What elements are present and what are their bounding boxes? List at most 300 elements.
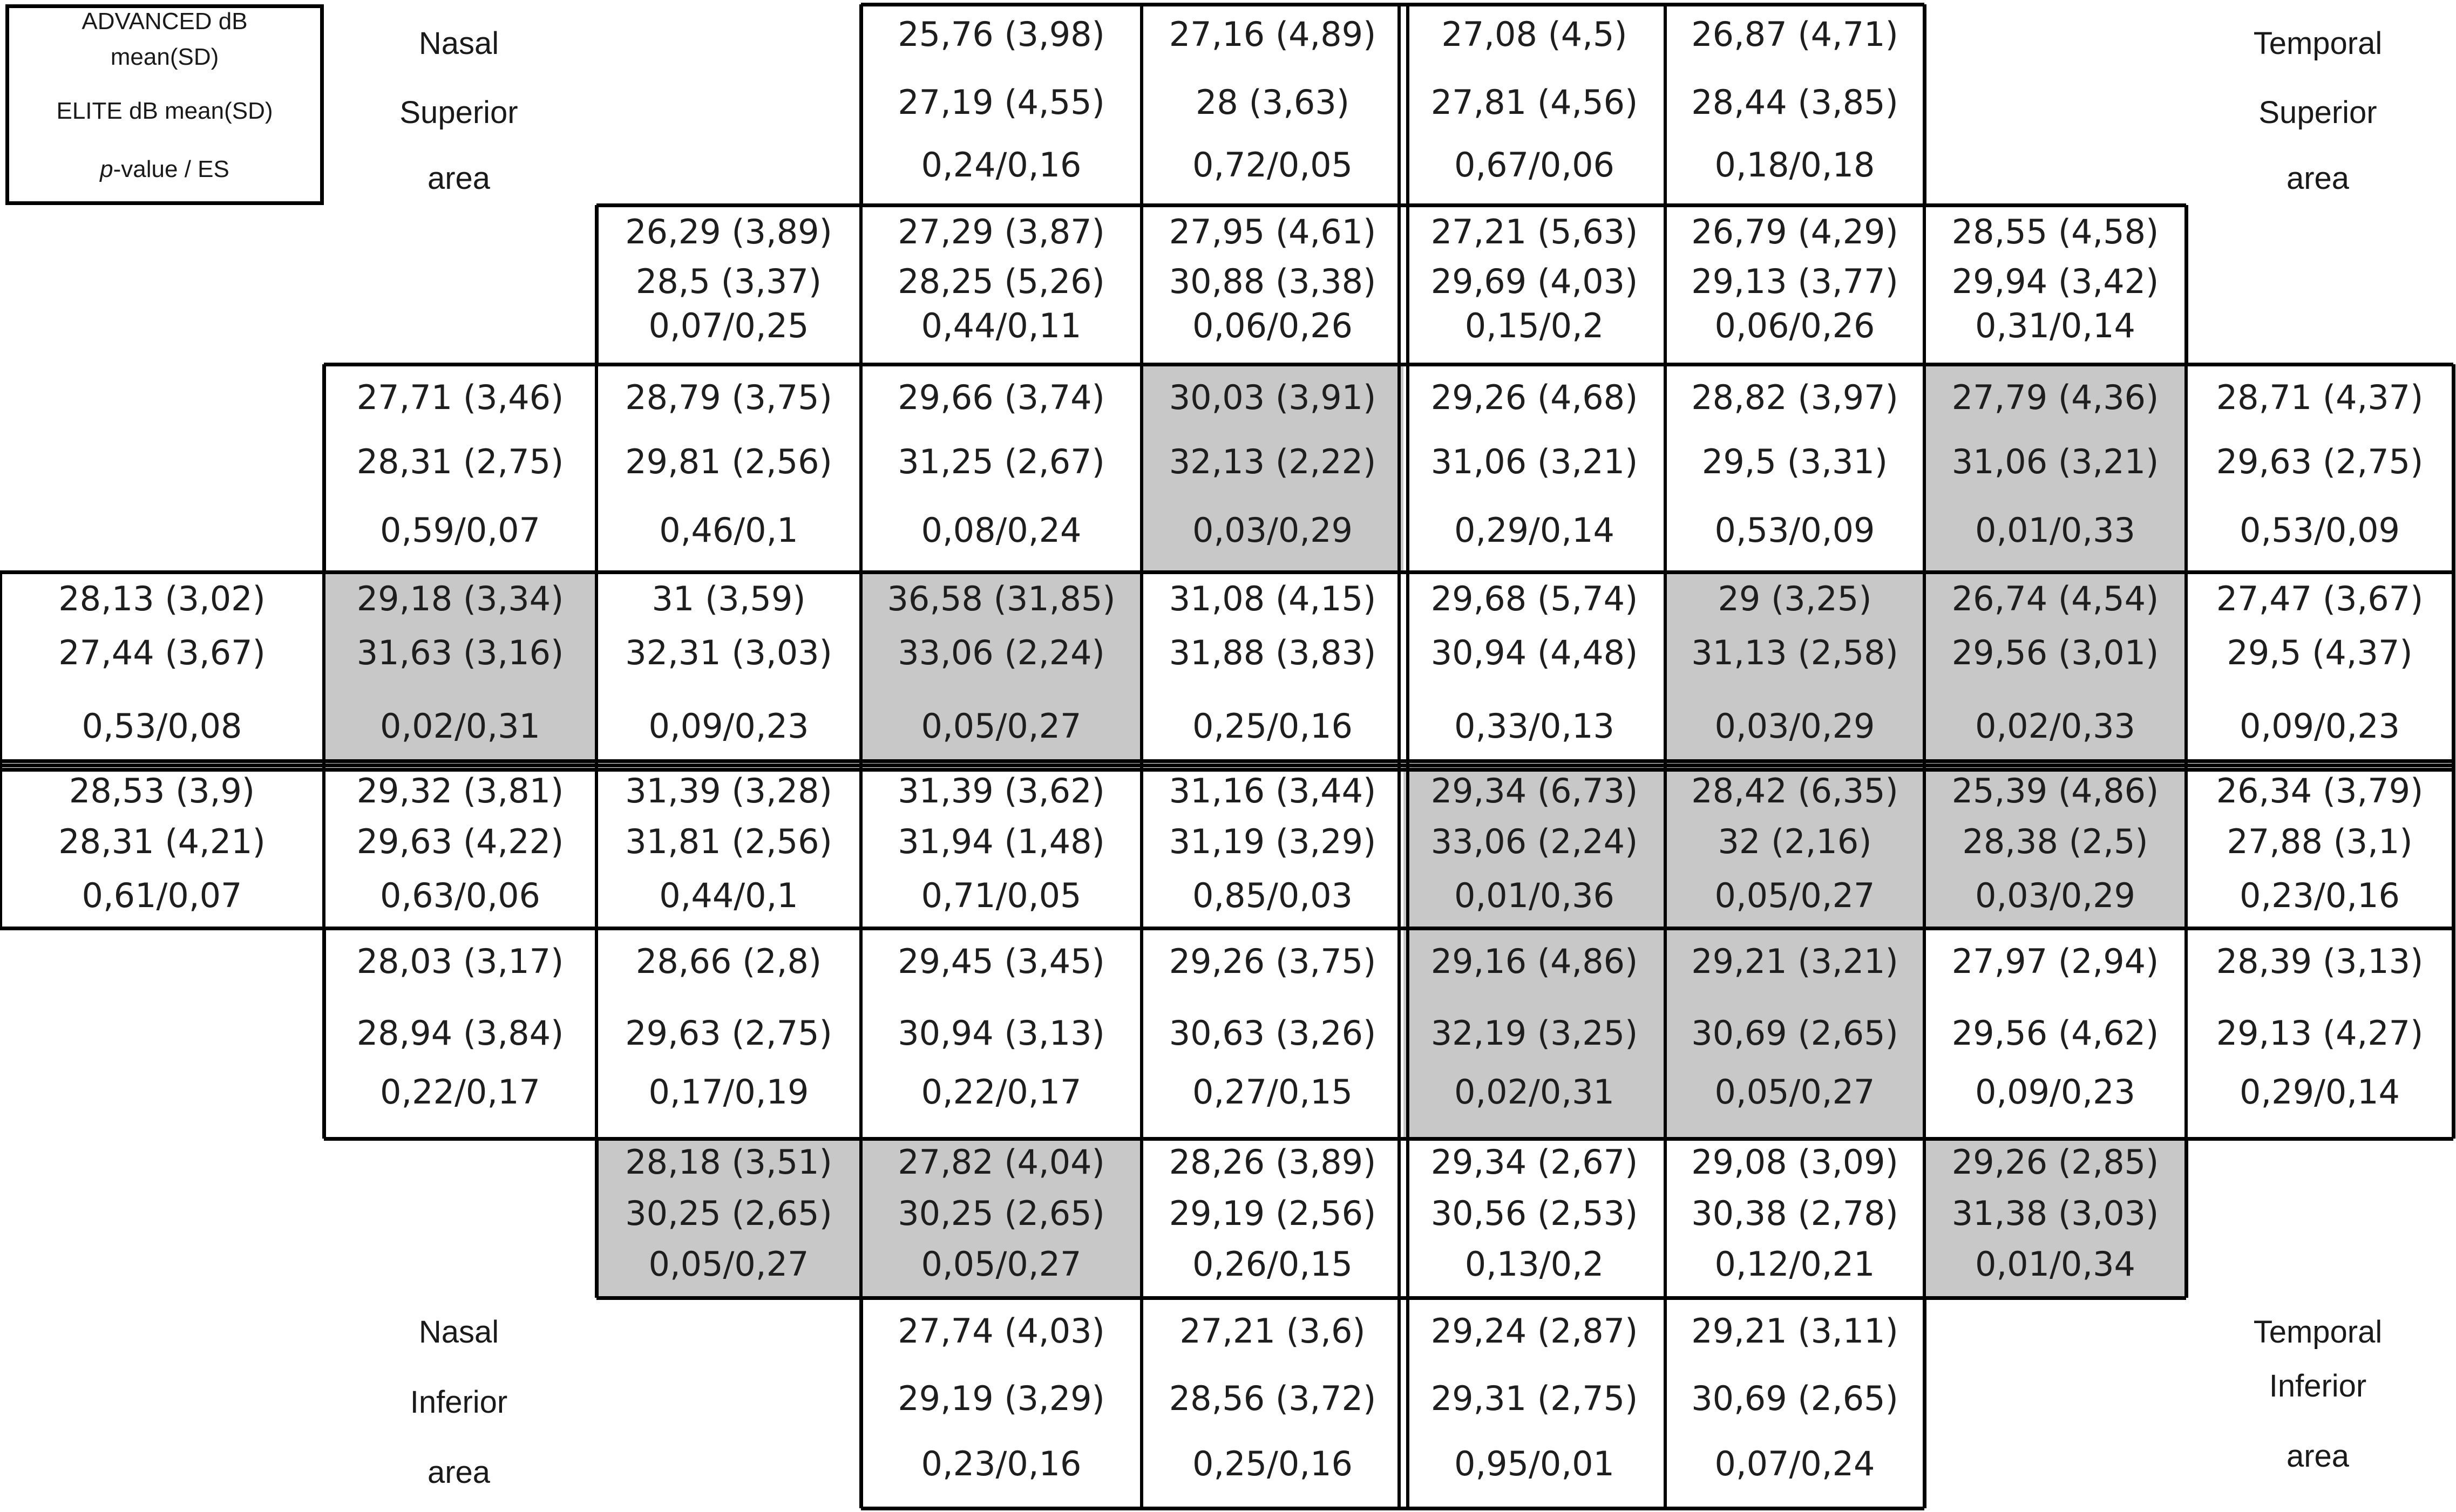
elite-value: 27,44 (3,67) <box>58 633 266 672</box>
elite-value: 29,63 (4,22) <box>356 822 564 861</box>
grid-cell <box>861 572 1142 765</box>
elite-value: 32,13 (2,22) <box>1169 442 1376 481</box>
elite-value: 29,19 (2,56) <box>1169 1194 1376 1233</box>
pvalue-es: 0,05/0,27 <box>921 1244 1082 1284</box>
grid-line <box>1406 572 1409 765</box>
pvalue-es: 0,44/0,11 <box>921 306 1082 345</box>
elite-value: 31,81 (2,56) <box>625 822 832 861</box>
grid-line <box>322 364 326 572</box>
pvalue-es: 0,53/0,09 <box>2240 510 2400 550</box>
elite-value: 28,56 (3,72) <box>1169 1379 1376 1418</box>
pvalue-es: 0,06/0,26 <box>1192 306 1353 345</box>
grid-line <box>1406 364 1409 572</box>
advanced-value: 29,21 (3,11) <box>1691 1311 1898 1351</box>
grid-line <box>0 768 2453 772</box>
legend-pvalue-rest: -value / ES <box>113 156 229 182</box>
grid-cell <box>861 1139 1142 1298</box>
grid-line <box>1140 572 1143 765</box>
grid-line <box>2184 1139 2188 1298</box>
grid-line <box>324 927 2453 930</box>
advanced-value: 29,24 (2,87) <box>1430 1311 1638 1351</box>
grid-line <box>1397 1139 1401 1298</box>
elite-value: 31,13 (2,58) <box>1691 633 1898 672</box>
grid-line <box>1923 364 1926 572</box>
advanced-value: 29,66 (3,74) <box>898 378 1105 417</box>
pvalue-es: 0,08/0,24 <box>921 510 1082 550</box>
elite-value: 31,06 (3,21) <box>1951 442 2159 481</box>
pvalue-es: 0,05/0,27 <box>648 1244 809 1284</box>
grid-line <box>1140 1139 1143 1298</box>
grid-line <box>1140 205 1143 364</box>
elite-value: 29,56 (3,01) <box>1951 633 2159 672</box>
grid-cell <box>861 765 1142 928</box>
elite-value: 27,88 (3,1) <box>2227 822 2413 861</box>
grid-line <box>1664 4 1667 205</box>
grid-cell <box>596 364 861 572</box>
grid-line <box>1140 364 1143 572</box>
grid-line <box>861 1507 1924 1510</box>
advanced-value: 28,03 (3,17) <box>356 942 564 981</box>
elite-value: 28,94 (3,84) <box>356 1013 564 1053</box>
grid-cell <box>1142 1298 1403 1508</box>
grid-line <box>595 205 599 364</box>
advanced-value: 36,58 (31,85) <box>887 579 1116 618</box>
advanced-value: 27,21 (5,63) <box>1430 212 1638 251</box>
nasal-inferior-label-3: area <box>427 1455 491 1490</box>
advanced-value: 27,29 (3,87) <box>898 212 1105 251</box>
advanced-value: 27,08 (4,5) <box>1441 15 1627 54</box>
grid-line <box>861 3 1924 6</box>
grid-cell <box>1142 205 1403 364</box>
grid-cell <box>1665 572 1924 765</box>
grid-line <box>1923 928 1926 1139</box>
advanced-value: 25,39 (4,86) <box>1951 771 2159 811</box>
grid-line <box>324 363 2453 366</box>
pvalue-es: 0,25/0,16 <box>1192 1444 1353 1483</box>
temporal-superior-label-1: Temporal <box>2253 26 2383 61</box>
grid-cell <box>1665 364 1924 572</box>
grid-line <box>1397 4 1401 205</box>
grid-line <box>1140 928 1143 1139</box>
grid-cell <box>1403 572 1665 765</box>
elite-value: 31,25 (2,67) <box>898 442 1105 481</box>
grid-cell <box>2186 572 2453 765</box>
advanced-value: 26,79 (4,29) <box>1691 212 1898 251</box>
elite-value: 29,5 (3,31) <box>1701 442 1888 481</box>
advanced-value: 26,87 (4,71) <box>1691 15 1898 54</box>
grid-line <box>1397 928 1401 1139</box>
nasal-superior-label-3: area <box>427 161 491 196</box>
grid-cell <box>324 572 596 765</box>
elite-value: 31,19 (3,29) <box>1169 822 1376 861</box>
pvalue-es: 0,09/0,23 <box>648 706 809 746</box>
elite-value: 33,06 (2,24) <box>1430 822 1638 861</box>
grid-cell <box>2186 364 2453 572</box>
elite-value: 27,19 (4,55) <box>898 83 1105 122</box>
elite-value: 28,5 (3,37) <box>635 262 822 301</box>
advanced-value: 31,39 (3,62) <box>898 771 1105 811</box>
advanced-value: 26,34 (3,79) <box>2216 771 2424 811</box>
pvalue-es: 0,07/0,25 <box>648 306 809 345</box>
grid-line <box>2184 572 2188 765</box>
grid-line <box>2184 205 2188 364</box>
temporal-inferior-label-1: Temporal <box>2253 1315 2383 1350</box>
grid-line <box>595 1139 599 1298</box>
grid-cell <box>596 928 861 1139</box>
pvalue-es: 0,05/0,27 <box>1714 876 1875 915</box>
elite-value: 31,63 (3,16) <box>356 633 564 672</box>
grid-line <box>1923 1139 1926 1298</box>
advanced-value: 28,53 (3,9) <box>69 771 255 811</box>
grid-cell <box>861 928 1142 1139</box>
grid-cell <box>596 205 861 364</box>
pvalue-es: 0,05/0,27 <box>921 706 1082 746</box>
advanced-value: 29,16 (4,86) <box>1430 942 1638 981</box>
pvalue-es: 0,02/0,33 <box>1975 706 2135 746</box>
elite-value: 30,63 (3,26) <box>1169 1013 1376 1053</box>
grid-line <box>2452 572 2455 765</box>
elite-value: 29,81 (2,56) <box>625 442 832 481</box>
pvalue-es: 0,53/0,08 <box>82 706 242 746</box>
grid-line <box>1140 765 1143 928</box>
pvalue-es: 0,61/0,07 <box>82 876 242 915</box>
pvalue-es: 0,05/0,27 <box>1714 1072 1875 1112</box>
elite-value: 33,06 (2,24) <box>898 633 1105 672</box>
grid-cell <box>324 928 596 1139</box>
advanced-value: 28,71 (4,37) <box>2216 378 2424 417</box>
grid-cell <box>861 4 1142 205</box>
grid-cell <box>1142 364 1403 572</box>
elite-value: 28 (3,63) <box>1195 83 1350 122</box>
advanced-value: 28,42 (6,35) <box>1691 771 1898 811</box>
legend-pvalue <box>11 158 318 181</box>
elite-value: 30,38 (2,78) <box>1691 1194 1898 1233</box>
nasal-inferior-label-2: Inferior <box>410 1385 508 1420</box>
advanced-value: 29,26 (3,75) <box>1169 942 1376 981</box>
advanced-value: 27,79 (4,36) <box>1951 378 2159 417</box>
grid-line <box>0 570 2453 574</box>
grid-line <box>1664 364 1667 572</box>
advanced-value: 28,13 (3,02) <box>58 579 266 618</box>
grid-cell <box>1403 205 1665 364</box>
pvalue-es: 0,18/0,18 <box>1714 145 1875 185</box>
grid-line <box>859 1139 863 1298</box>
pvalue-es: 0,26/0,15 <box>1192 1244 1353 1284</box>
grid-cell <box>2186 928 2453 1139</box>
elite-value: 28,25 (5,26) <box>898 262 1105 301</box>
grid-cell <box>0 572 324 765</box>
advanced-value: 26,74 (4,54) <box>1951 579 2159 618</box>
grid-line <box>0 572 2 765</box>
grid-cell <box>2186 765 2453 928</box>
elite-value: 31,38 (3,03) <box>1951 1194 2159 1233</box>
grid-cell <box>1924 205 2186 364</box>
temporal-inferior-label-3: area <box>2286 1439 2350 1474</box>
elite-value: 29,31 (2,75) <box>1430 1379 1638 1418</box>
elite-value: 29,19 (3,29) <box>898 1379 1105 1418</box>
pvalue-es: 0,22/0,17 <box>921 1072 1082 1112</box>
advanced-value: 31,16 (3,44) <box>1169 771 1376 811</box>
grid-line <box>2452 765 2455 928</box>
grid-cell <box>1665 1298 1924 1508</box>
elite-value: 29,63 (2,75) <box>2216 442 2424 481</box>
pvalue-es: 0,63/0,06 <box>380 876 540 915</box>
advanced-value: 26,29 (3,89) <box>625 212 832 251</box>
grid-cell <box>0 765 324 928</box>
grid-cell <box>1665 928 1924 1139</box>
advanced-value: 28,66 (2,8) <box>635 942 822 981</box>
grid-line <box>595 572 598 765</box>
grid-line <box>1923 1298 1926 1508</box>
elite-value: 28,44 (3,85) <box>1691 83 1898 122</box>
pvalue-es: 0,59/0,07 <box>380 510 540 550</box>
pvalue-es: 0,44/0,1 <box>659 876 798 915</box>
advanced-value: 27,74 (4,03) <box>898 1311 1105 1351</box>
grid-line <box>0 765 2 928</box>
advanced-value: 27,71 (3,46) <box>356 378 564 417</box>
elite-value: 28,31 (4,21) <box>58 822 266 861</box>
grid-line <box>1397 765 1401 928</box>
grid-line <box>859 205 863 364</box>
grid-line <box>1923 205 1926 364</box>
elite-value: 32,31 (3,03) <box>625 633 832 672</box>
grid-line <box>322 572 325 765</box>
pvalue-es: 0,27/0,15 <box>1192 1072 1353 1112</box>
grid-line <box>1406 205 1409 364</box>
grid-line <box>2184 364 2188 572</box>
grid-line <box>596 1137 2186 1141</box>
grid-line <box>1406 765 1409 928</box>
grid-cell <box>324 765 596 928</box>
pvalue-es: 0,71/0,05 <box>921 876 1082 915</box>
grid-line <box>2184 928 2188 1139</box>
advanced-value: 29,26 (2,85) <box>1951 1142 2159 1182</box>
grid-line <box>595 364 598 572</box>
pvalue-es: 0,29/0,14 <box>2240 1072 2400 1112</box>
elite-value: 30,88 (3,38) <box>1169 262 1376 301</box>
pvalue-es: 0,53/0,09 <box>1714 510 1875 550</box>
elite-value: 29,13 (4,27) <box>2216 1013 2424 1053</box>
elite-value: 30,56 (2,53) <box>1430 1194 1638 1233</box>
grid-line <box>595 928 598 1139</box>
grid-cell <box>1403 928 1665 1139</box>
advanced-value: 29,68 (5,74) <box>1430 579 1638 618</box>
grid-line <box>861 1296 1924 1300</box>
pvalue-es: 0,01/0,36 <box>1454 876 1614 915</box>
pvalue-es: 0,01/0,33 <box>1975 510 2135 550</box>
elite-value: 29,13 (3,77) <box>1691 262 1898 301</box>
grid-line <box>595 765 598 928</box>
elite-value: 29,56 (4,62) <box>1951 1013 2159 1053</box>
grid-line <box>2184 765 2188 928</box>
grid-line <box>1397 205 1401 364</box>
elite-value: 30,69 (2,65) <box>1691 1379 1898 1418</box>
nasal-superior-label-2: Superior <box>399 95 518 130</box>
legend-advanced-line2: mean(SD) <box>110 44 219 70</box>
grid-line <box>859 1298 863 1508</box>
pvalue-es: 0,85/0,03 <box>1192 876 1353 915</box>
grid-cell <box>324 364 596 572</box>
grid-line <box>859 765 863 928</box>
pvalue-es: 0,95/0,01 <box>1454 1444 1614 1483</box>
advanced-value: 31 (3,59) <box>652 579 806 618</box>
advanced-value: 29,08 (3,09) <box>1691 1142 1898 1182</box>
advanced-value: 28,82 (3,97) <box>1691 378 1898 417</box>
grid-cell <box>1142 4 1403 205</box>
grid-line <box>322 928 326 1139</box>
advanced-value: 31,08 (4,15) <box>1169 579 1376 618</box>
grid-cell <box>1403 364 1665 572</box>
grid-cell <box>1924 364 2186 572</box>
legend-advanced-line1: ADVANCED dB <box>82 8 248 35</box>
grid-line <box>2452 928 2455 1139</box>
pvalue-es: 0,33/0,13 <box>1454 706 1614 746</box>
pvalue-es: 0,13/0,2 <box>1464 1244 1604 1284</box>
pvalue-es: 0,67/0,06 <box>1454 145 1614 185</box>
grid-cell <box>861 1298 1142 1508</box>
elite-value: 31,94 (1,48) <box>898 822 1105 861</box>
grid-cell <box>1665 1139 1924 1298</box>
grid-line <box>859 928 863 1139</box>
advanced-value: 30,03 (3,91) <box>1169 378 1376 417</box>
grid-line <box>1664 765 1667 928</box>
grid-line <box>1923 572 1926 765</box>
grid-line <box>1140 1298 1143 1508</box>
grid-line <box>1664 205 1667 364</box>
grid-cell <box>1142 572 1403 765</box>
temporal-inferior-label-2: Inferior <box>2269 1368 2367 1404</box>
grid-line <box>859 572 863 765</box>
advanced-value: 29,34 (6,73) <box>1430 771 1638 811</box>
pvalue-es: 0,01/0,34 <box>1975 1244 2135 1284</box>
advanced-value: 27,21 (3,6) <box>1179 1311 1366 1351</box>
grid-line <box>1923 4 1926 205</box>
legend-pvalue-italic: p <box>100 156 113 182</box>
grid-line <box>1397 364 1401 572</box>
elite-value: 30,94 (3,13) <box>898 1013 1105 1053</box>
grid-line <box>1664 1298 1667 1508</box>
grid-cell <box>1924 1139 2186 1298</box>
grid-cell <box>1403 765 1665 928</box>
grid-cell <box>861 205 1142 364</box>
elite-value: 32 (2,16) <box>1718 822 1872 861</box>
nasal-superior-label-1: Nasal <box>418 26 499 61</box>
grid-line <box>1664 928 1667 1139</box>
grid-cell <box>861 364 1142 572</box>
grid-cell <box>1403 1139 1665 1298</box>
elite-value: 29,63 (2,75) <box>625 1013 832 1053</box>
grid-line <box>859 364 863 572</box>
pvalue-es: 0,17/0,19 <box>648 1072 809 1112</box>
grid-line <box>1397 572 1401 765</box>
advanced-value: 28,55 (4,58) <box>1951 212 2159 251</box>
advanced-value: 28,39 (3,13) <box>2216 942 2424 981</box>
elite-value: 30,25 (2,65) <box>625 1194 832 1233</box>
grid-cell <box>1924 765 2186 928</box>
pvalue-es: 0,03/0,29 <box>1975 876 2135 915</box>
pvalue-es: 0,03/0,29 <box>1192 510 1353 550</box>
grid-line <box>596 203 2186 207</box>
grid-cell <box>1665 4 1924 205</box>
advanced-value: 29,34 (2,67) <box>1430 1142 1638 1182</box>
advanced-value: 27,97 (2,94) <box>1951 942 2159 981</box>
grid-line <box>1397 1298 1401 1508</box>
advanced-value: 28,26 (3,89) <box>1169 1142 1376 1182</box>
pvalue-es: 0,23/0,16 <box>921 1444 1082 1483</box>
grid-line <box>1406 928 1409 1139</box>
pvalue-es: 0,09/0,23 <box>1975 1072 2135 1112</box>
elite-value: 29,69 (4,03) <box>1430 262 1638 301</box>
pvalue-es: 0,46/0,1 <box>659 510 798 550</box>
pvalue-es: 0,06/0,26 <box>1714 306 1875 345</box>
elite-value: 30,69 (2,65) <box>1691 1013 1898 1053</box>
elite-value: 30,25 (2,65) <box>898 1194 1105 1233</box>
advanced-value: 28,79 (3,75) <box>625 378 832 417</box>
grid-cell <box>1665 205 1924 364</box>
grid-line <box>322 765 325 928</box>
elite-value: 28,38 (2,5) <box>1962 822 2148 861</box>
grid-cell <box>1924 572 2186 765</box>
grid-line <box>1406 4 1409 205</box>
grid-line <box>2452 364 2455 572</box>
pvalue-es: 0,12/0,21 <box>1714 1244 1875 1284</box>
grid-cell <box>596 572 861 765</box>
advanced-value: 28,18 (3,51) <box>625 1142 832 1182</box>
grid-line <box>1406 1139 1409 1298</box>
grid-line <box>0 764 2453 767</box>
advanced-value: 25,76 (3,98) <box>898 15 1105 54</box>
grid-cell <box>1142 928 1403 1139</box>
grid-line <box>1140 4 1143 205</box>
pvalue-es: 0,25/0,16 <box>1192 706 1353 746</box>
grid-line <box>1664 572 1667 765</box>
elite-value: 31,88 (3,83) <box>1169 633 1376 672</box>
advanced-value: 27,47 (3,67) <box>2216 579 2424 618</box>
temporal-superior-label-3: area <box>2286 161 2350 196</box>
advanced-value: 29,26 (4,68) <box>1430 378 1638 417</box>
elite-value: 29,94 (3,42) <box>1951 262 2159 301</box>
pvalue-es: 0,24/0,16 <box>921 145 1082 185</box>
grid-cell <box>596 1139 861 1298</box>
advanced-value: 29,21 (3,21) <box>1691 942 1898 981</box>
grid-cell <box>1403 1298 1665 1508</box>
pvalue-es: 0,29/0,14 <box>1454 510 1614 550</box>
elite-value: 32,19 (3,25) <box>1430 1013 1638 1053</box>
elite-value: 31,06 (3,21) <box>1430 442 1638 481</box>
grid-cell <box>1665 765 1924 928</box>
elite-value: 27,81 (4,56) <box>1430 83 1638 122</box>
grid-line <box>1406 1298 1409 1508</box>
advanced-value: 29,18 (3,34) <box>356 579 564 618</box>
pvalue-es: 0,31/0,14 <box>1975 306 2135 345</box>
nasal-inferior-label-1: Nasal <box>418 1315 499 1350</box>
elite-value: 29,5 (4,37) <box>2227 633 2413 672</box>
grid-line <box>1923 765 1926 928</box>
elite-value: 30,94 (4,48) <box>1430 633 1638 672</box>
advanced-value: 29,45 (3,45) <box>898 942 1105 981</box>
advanced-value: 31,39 (3,28) <box>625 771 832 811</box>
pvalue-es: 0,07/0,24 <box>1714 1444 1875 1483</box>
grid-cell <box>1924 928 2186 1139</box>
pvalue-es: 0,03/0,29 <box>1714 706 1875 746</box>
grid-cell <box>1142 1139 1403 1298</box>
pvalue-es: 0,22/0,17 <box>380 1072 540 1112</box>
advanced-value: 27,16 (4,89) <box>1169 15 1376 54</box>
pvalue-es: 0,02/0,31 <box>380 706 540 746</box>
advanced-value: 27,82 (4,04) <box>898 1142 1105 1182</box>
grid-cell <box>596 765 861 928</box>
grid-line <box>859 4 863 205</box>
